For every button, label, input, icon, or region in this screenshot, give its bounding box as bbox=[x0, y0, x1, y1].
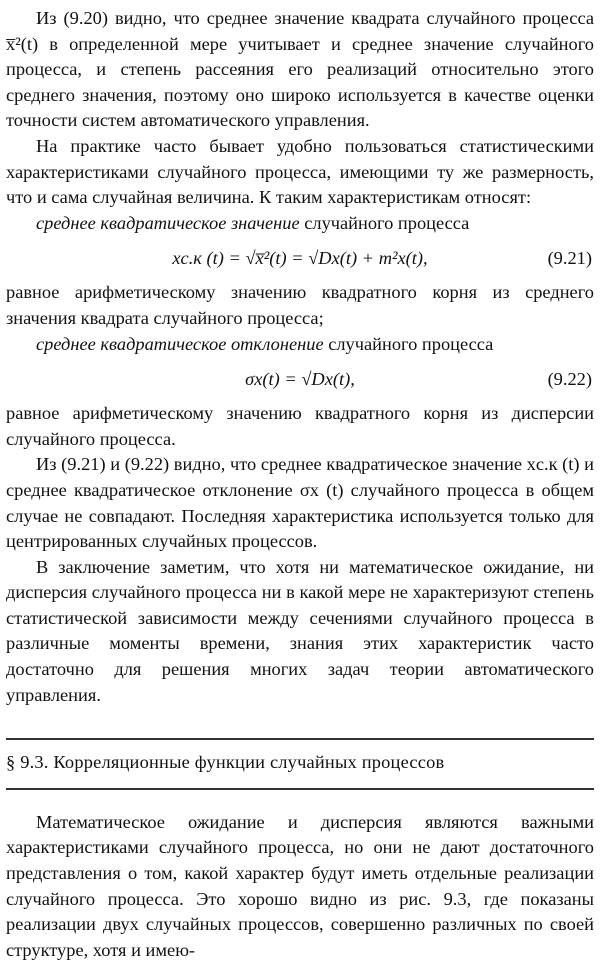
spacer bbox=[6, 708, 594, 738]
paragraph-7: Математическое ожидание и дисперсия являются важными характеристиками случайного процесса, но они не дают достаточного представления о том, какой характер будут иметь отдельные реализации случайного процесса. Это хорошо видно из рис. 9.3, где показаны реализации двух случайных процессов, совершенно различных по своей структуре, хотя и имею- bbox=[6, 811, 594, 960]
paragraph-1: Из (9.20) видно, что среднее значение квадрата случайного процесса x̅²(t) в определенной мере учитывает и среднее значение случайного процесса, и степень рассеяния его реализаций относительно этого среднего значения, поэтому оно широко используется в качестве оценки точности систем автоматического управления. bbox=[6, 8, 594, 131]
equation-9-22-formula: σx(t) = √Dx(t), bbox=[245, 369, 355, 390]
definition-1-tail: случайного процесса bbox=[299, 212, 470, 233]
paragraph-6: В заключение заметим, что хотя ни математическое ожидание, ни дисперсия случайного процесса ни в какой мере не характеризуют степень статистической зависимости между сечениями случайного процесса в различные моменты времени, знания этих характеристик часто достаточно для решения многих задач теории автоматического управления. bbox=[6, 556, 594, 705]
equation-9-21-number: (9.21) bbox=[547, 248, 592, 269]
spacer bbox=[6, 790, 594, 810]
definition-2-tail: случайного процесса bbox=[323, 333, 494, 354]
paragraph-5: Из (9.21) и (9.22) видно, что среднее квадратическое значение xс.к (t) и среднее квадратическое отклонение σx (t) случайного процесса в общем случае не совпадают. Последняя характеристика используется только для центрированных случайных процессов. bbox=[6, 454, 594, 552]
paragraph-4: равное арифметическому значению квадратного корня из дисперсии случайного процесса. bbox=[6, 403, 594, 449]
definition-1 bbox=[6, 211, 594, 237]
paragraph-2: На практике часто бывает удобно пользоваться статистическими характеристиками случайного процесса, имеющими ту же размерность, что и сама случайная величина. К таким характеристикам относят: bbox=[6, 135, 594, 208]
equation-9-22 bbox=[6, 357, 594, 401]
equation-9-21 bbox=[6, 236, 594, 280]
equation-9-22-number: (9.22) bbox=[547, 369, 592, 390]
equation-9-21-formula: xс.к (t) = √x̅²(t) = √Dx(t) + m²x(t), bbox=[172, 248, 428, 269]
paragraph-3: равное арифметическому значению квадратного корня из среднего значения квадрата случайного процесса; bbox=[6, 282, 594, 328]
page bbox=[6, 6, 594, 963]
definition-2-term: среднее квадратическое отклонение bbox=[36, 333, 324, 354]
definition-1-term: среднее квадратическое значение bbox=[36, 212, 300, 233]
definition-2 bbox=[6, 332, 594, 358]
section-title: § 9.3. Корреляционные функции случайных процессов bbox=[6, 752, 445, 773]
section-rule-top bbox=[6, 738, 594, 740]
